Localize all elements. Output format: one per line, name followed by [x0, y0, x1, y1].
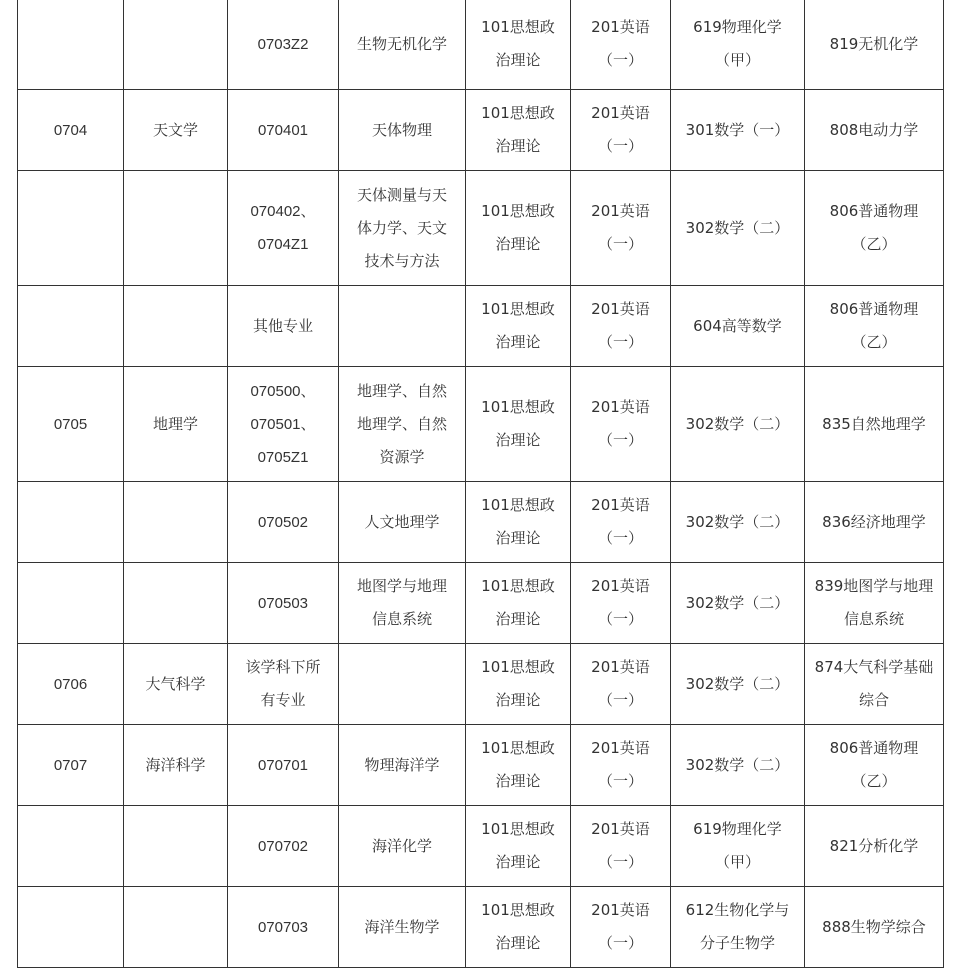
subject-one-cell: 302数学（二） [671, 644, 805, 725]
dept-code-cell [18, 563, 124, 644]
politics-cell: 101思想政 治理论 [466, 286, 571, 367]
dept-name-cell: 海洋科学 [124, 725, 228, 806]
major-code-cell: 其他专业 [228, 286, 339, 367]
subject-two-cell: 835自然地理学 [805, 367, 944, 482]
politics-cell: 101思想政 治理论 [466, 725, 571, 806]
foreign-language-cell: 201英语 （一） [571, 725, 671, 806]
dept-name-cell: 地理学 [124, 367, 228, 482]
major-name-cell [339, 644, 466, 725]
dept-code-cell: 0706 [18, 644, 124, 725]
subject-one-cell: 302数学（二） [671, 367, 805, 482]
politics-cell: 101思想政 治理论 [466, 482, 571, 563]
table-row [18, 725, 944, 806]
major-code-cell: 070500、 070501、 0705Z1 [228, 367, 339, 482]
subject-one-cell: 302数学（二） [671, 563, 805, 644]
dept-name-cell [124, 806, 228, 887]
politics-cell: 101思想政 治理论 [466, 171, 571, 286]
table-row [18, 887, 944, 968]
subject-one-cell: 604高等数学 [671, 286, 805, 367]
subject-two-cell: 836经济地理学 [805, 482, 944, 563]
subject-two-cell: 819无机化学 [805, 0, 944, 90]
table-row [18, 0, 944, 90]
foreign-language-cell: 201英语 （一） [571, 286, 671, 367]
dept-code-cell [18, 171, 124, 286]
dept-name-cell [124, 563, 228, 644]
table-row [18, 90, 944, 171]
foreign-language-cell: 201英语 （一） [571, 887, 671, 968]
dept-name-cell [124, 482, 228, 563]
dept-code-cell: 0704 [18, 90, 124, 171]
major-name-cell: 物理海洋学 [339, 725, 466, 806]
major-name-cell: 生物无机化学 [339, 0, 466, 90]
dept-name-cell [124, 0, 228, 90]
dept-code-cell [18, 0, 124, 90]
subject-two-cell: 839地图学与地理 信息系统 [805, 563, 944, 644]
major-code-cell: 该学科下所 有专业 [228, 644, 339, 725]
dept-name-cell: 天文学 [124, 90, 228, 171]
table-row [18, 286, 944, 367]
major-code-cell: 070702 [228, 806, 339, 887]
politics-cell: 101思想政 治理论 [466, 0, 571, 90]
major-name-cell: 天体测量与天 体力学、天文 技术与方法 [339, 171, 466, 286]
major-name-cell: 海洋化学 [339, 806, 466, 887]
table-row [18, 563, 944, 644]
subject-one-cell: 302数学（二） [671, 171, 805, 286]
subject-two-cell: 806普通物理（乙） [805, 725, 944, 806]
major-code-cell: 070503 [228, 563, 339, 644]
foreign-language-cell: 201英语 （一） [571, 367, 671, 482]
politics-cell: 101思想政 治理论 [466, 90, 571, 171]
foreign-language-cell: 201英语 （一） [571, 0, 671, 90]
subject-two-cell: 806普通物理（乙） [805, 171, 944, 286]
subject-one-cell: 301数学（一） [671, 90, 805, 171]
major-code-cell: 070703 [228, 887, 339, 968]
politics-cell: 101思想政 治理论 [466, 644, 571, 725]
major-name-cell: 地理学、自然 地理学、自然 资源学 [339, 367, 466, 482]
dept-name-cell [124, 887, 228, 968]
dept-name-cell: 大气科学 [124, 644, 228, 725]
foreign-language-cell: 201英语 （一） [571, 563, 671, 644]
major-name-cell: 地图学与地理 信息系统 [339, 563, 466, 644]
table-body [18, 0, 944, 968]
subject-two-cell: 874大气科学基础 综合 [805, 644, 944, 725]
exam-subjects-table [17, 0, 944, 968]
subject-one-cell: 619物理化学 （甲） [671, 806, 805, 887]
foreign-language-cell: 201英语 （一） [571, 482, 671, 563]
dept-name-cell [124, 286, 228, 367]
dept-code-cell: 0707 [18, 725, 124, 806]
major-code-cell: 070701 [228, 725, 339, 806]
foreign-language-cell: 201英语 （一） [571, 806, 671, 887]
subject-one-cell: 302数学（二） [671, 482, 805, 563]
major-name-cell [339, 286, 466, 367]
table-row [18, 806, 944, 887]
dept-code-cell [18, 482, 124, 563]
politics-cell: 101思想政 治理论 [466, 367, 571, 482]
major-code-cell: 0703Z2 [228, 0, 339, 90]
major-code-cell: 070502 [228, 482, 339, 563]
table-row [18, 644, 944, 725]
table-row [18, 171, 944, 286]
subject-two-cell: 806普通物理（乙） [805, 286, 944, 367]
politics-cell: 101思想政 治理论 [466, 806, 571, 887]
major-name-cell: 人文地理学 [339, 482, 466, 563]
major-name-cell: 天体物理 [339, 90, 466, 171]
subject-two-cell: 808电动力学 [805, 90, 944, 171]
dept-code-cell: 0705 [18, 367, 124, 482]
foreign-language-cell: 201英语 （一） [571, 90, 671, 171]
table-row [18, 482, 944, 563]
politics-cell: 101思想政 治理论 [466, 563, 571, 644]
dept-name-cell [124, 171, 228, 286]
subject-two-cell: 888生物学综合 [805, 887, 944, 968]
foreign-language-cell: 201英语 （一） [571, 171, 671, 286]
politics-cell: 101思想政 治理论 [466, 887, 571, 968]
subject-one-cell: 619物理化学 （甲） [671, 0, 805, 90]
subject-two-cell: 821分析化学 [805, 806, 944, 887]
table-row [18, 367, 944, 482]
dept-code-cell [18, 887, 124, 968]
major-code-cell: 070402、 0704Z1 [228, 171, 339, 286]
dept-code-cell [18, 806, 124, 887]
subject-one-cell: 302数学（二） [671, 725, 805, 806]
major-name-cell: 海洋生物学 [339, 887, 466, 968]
dept-code-cell [18, 286, 124, 367]
foreign-language-cell: 201英语 （一） [571, 644, 671, 725]
subject-one-cell: 612生物化学与 分子生物学 [671, 887, 805, 968]
major-code-cell: 070401 [228, 90, 339, 171]
